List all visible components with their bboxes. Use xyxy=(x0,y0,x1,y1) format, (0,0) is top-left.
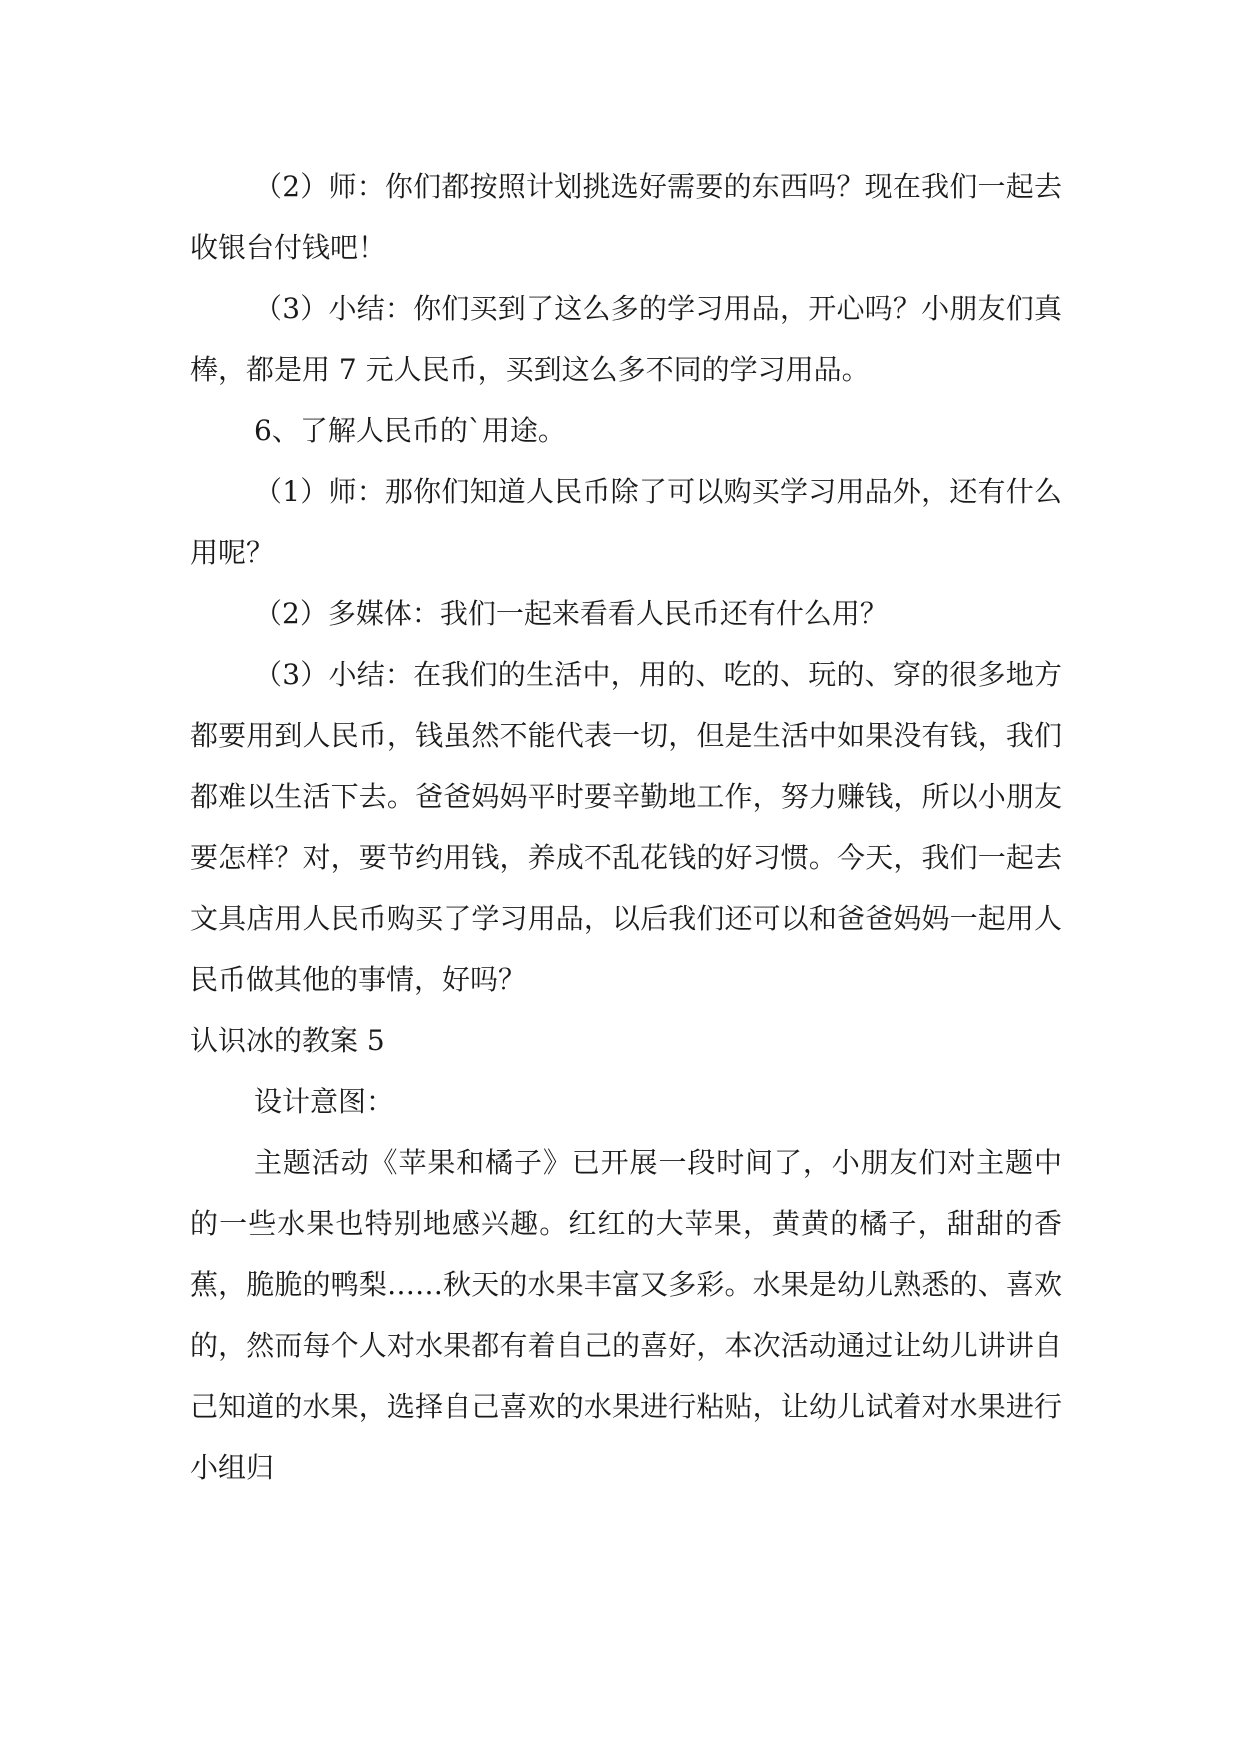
paragraph-teacher-question: （1）师：那你们知道人民币除了可以购买学习用品外，还有什么用呢？ xyxy=(190,475,1062,569)
paragraph-summary-money: （3）小结：在我们的生活中，用的、吃的、玩的、穿的很多地方都要用到人民币，钱虽然不能代表一切，但是生活中如果没有钱，我们都难以生活下去。爸爸妈妈平时要辛勤地工作，努力赚钱，所以小朋友要怎样？对，要节约用钱，养成不乱花钱的好习惯。今天，我们一起去文具店用人民币购买了学习用品，以后我们还可以和爸爸妈妈一起用人民币做其他的事情，好吗？ xyxy=(190,658,1062,996)
paragraph-design-intent: 主题活动《苹果和橘子》已开展一段时间了，小朋友们对主题中的一些水果也特别地感兴趣。红红的大苹果，黄黄的橘子，甜甜的香蕉，脆脆的鸭梨……秋天的水果丰富又多彩。水果是幼儿熟悉的、喜欢的，然而每个人对水果都有着自己的喜好，本次活动通过让幼儿讲讲自己知道的水果，选择自己喜欢的水果进行粘贴，让幼儿试着对水果进行小组归 xyxy=(190,1146,1062,1484)
document-body xyxy=(190,156,1062,1498)
section-title: 认识冰的教案 5 xyxy=(190,1024,385,1057)
paragraph-checkout: （2）师：你们都按照计划挑选好需要的东西吗？现在我们一起去收银台付钱吧！ xyxy=(190,170,1062,264)
paragraph-summary-purchases: （3）小结：你们买到了这么多的学习用品，开心吗？小朋友们真棒，都是用 7 元人民币，买到这么多不同的学习用品。 xyxy=(190,292,1062,386)
paragraph-step-6: 6、了解人民币的`用途。 xyxy=(254,414,566,447)
paragraph-multimedia: （2）多媒体：我们一起来看看人民币还有什么用？ xyxy=(254,597,888,630)
subheading-design-intent: 设计意图： xyxy=(254,1085,395,1118)
